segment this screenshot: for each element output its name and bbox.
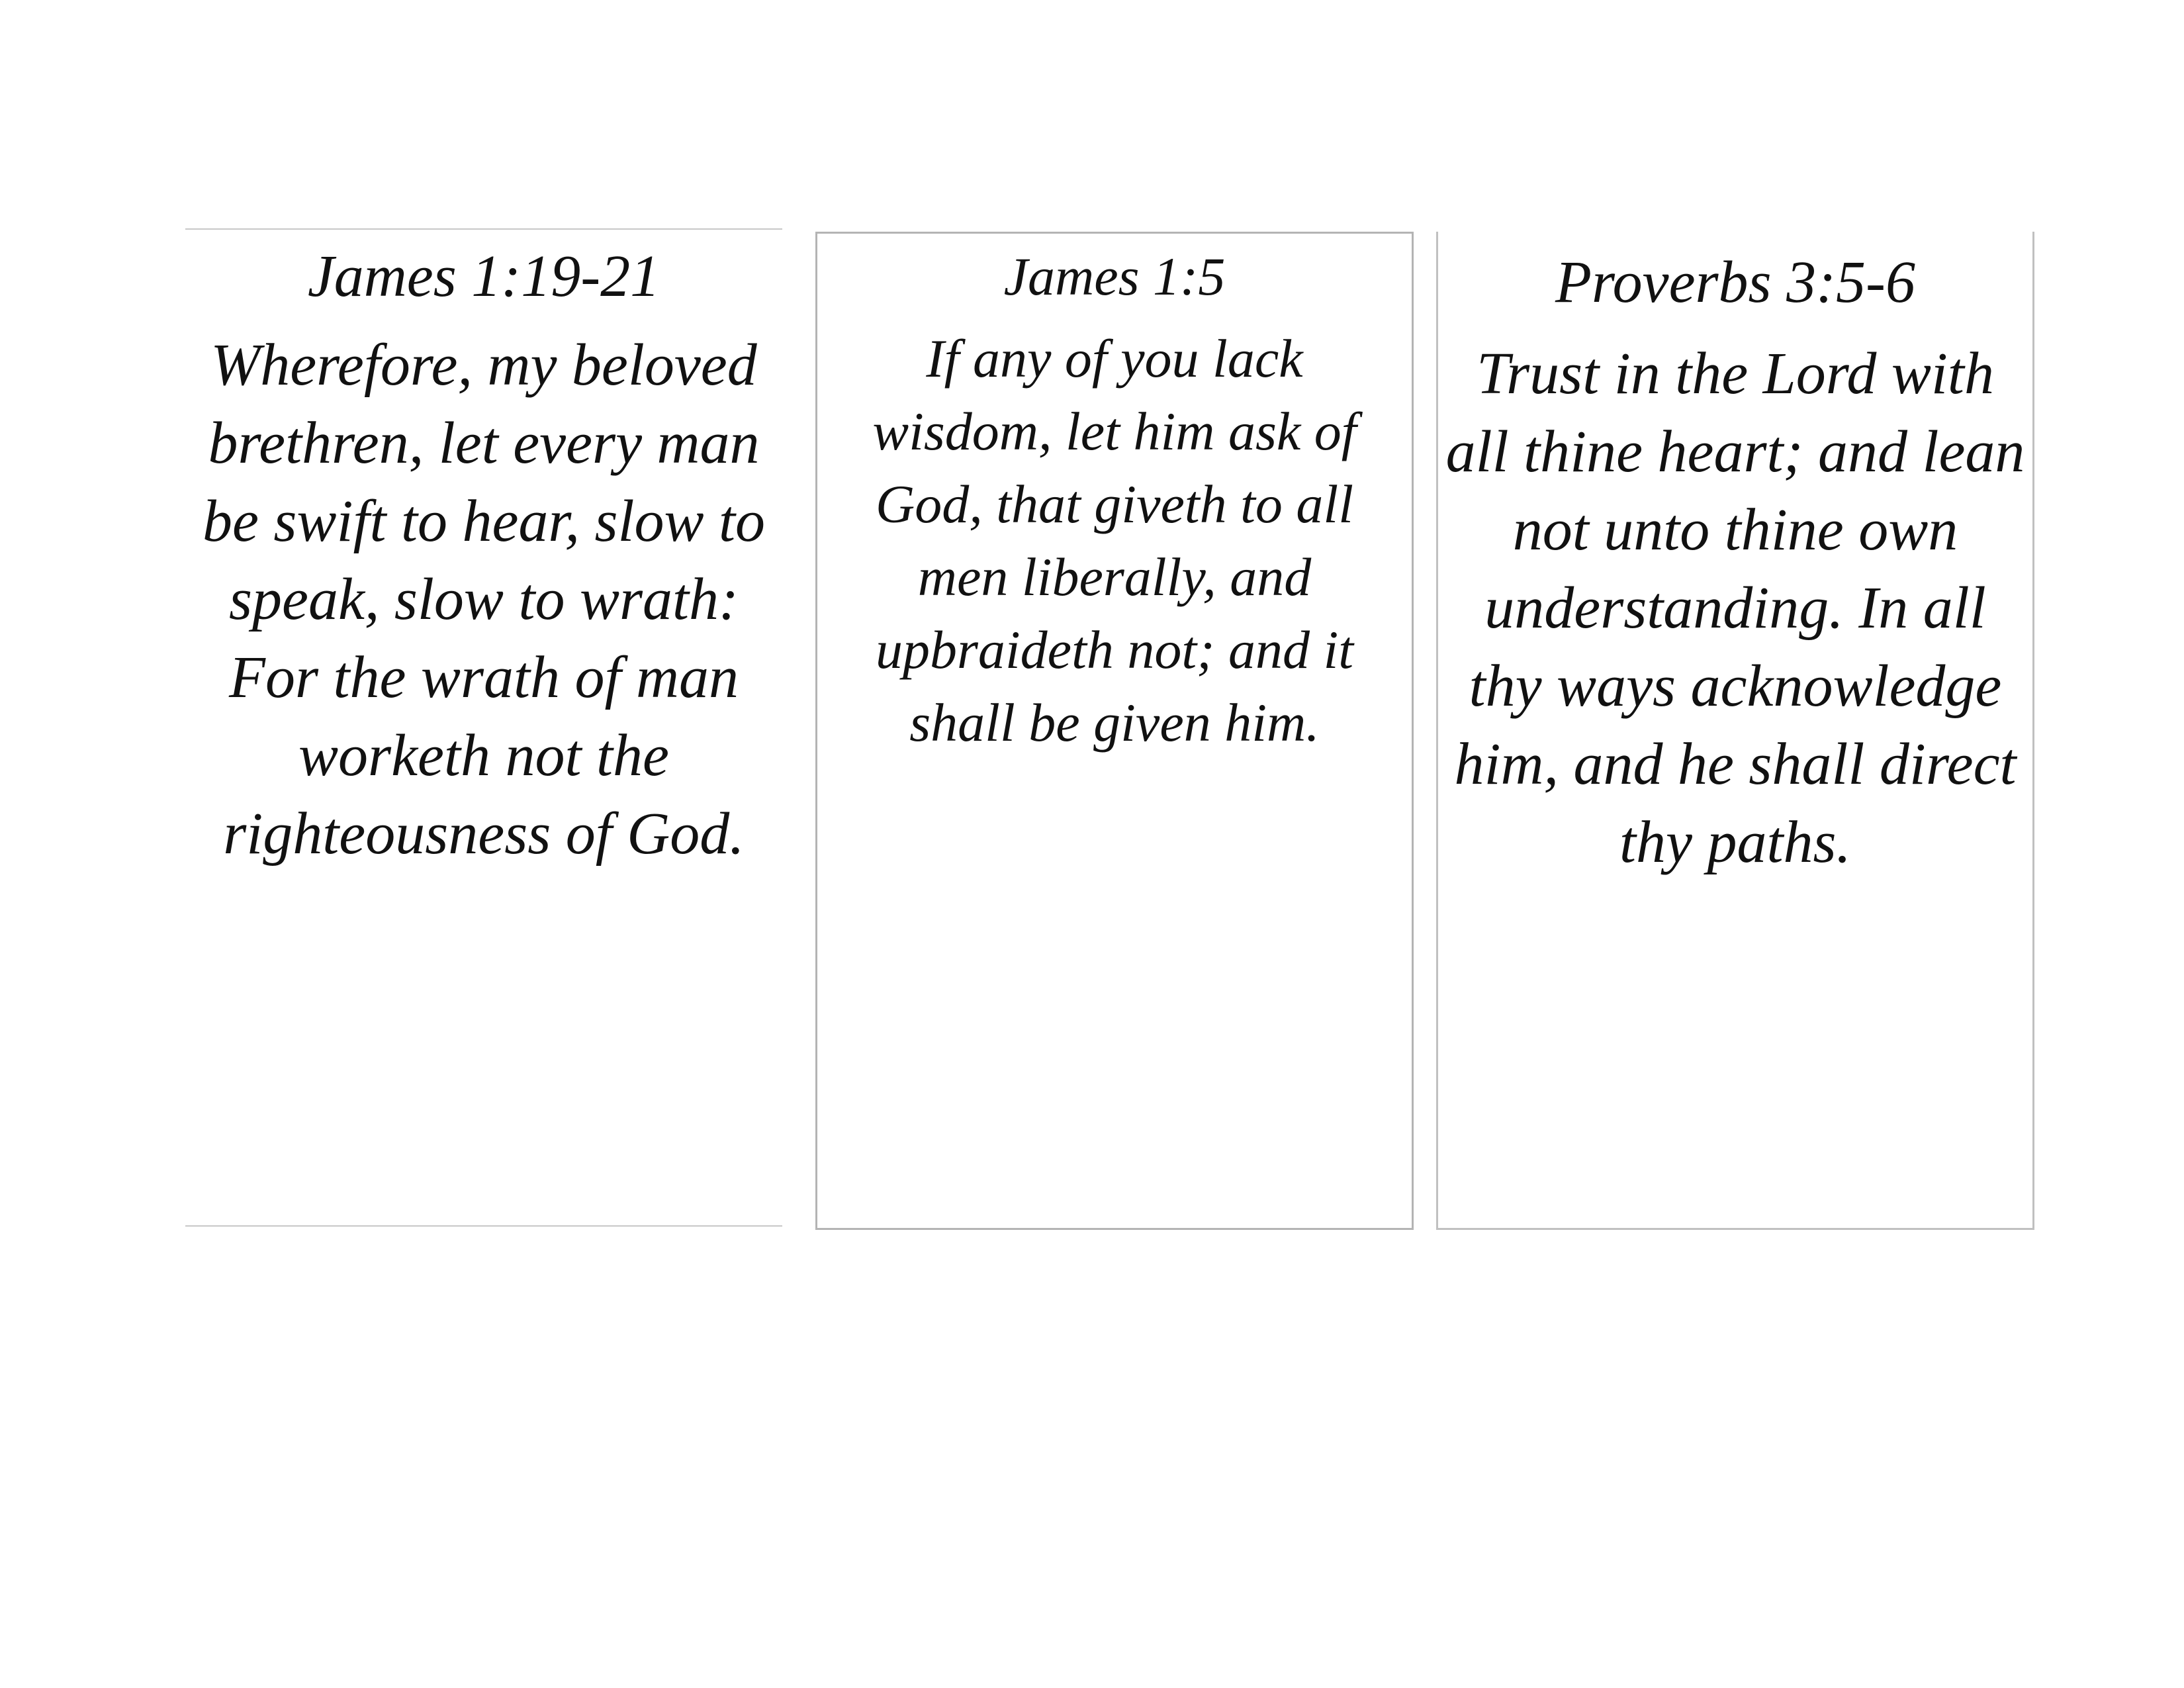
- verse-text: Wherefore, my beloved brethren, let every man be swift to hear, slow to speak, slow to wrath: For the wrath of man worketh not the righteousness of God.: [202, 332, 766, 867]
- verse-reference: Proverbs 3:5-6: [1555, 250, 1916, 315]
- verse-reference: James 1:19-21: [307, 244, 660, 309]
- verse-text: If any of you lack wisdom, let him ask of God, that giveth to all men liberally, and upbraideth not; and it shall be given him.: [872, 328, 1357, 753]
- verse-reference: James 1:5: [1003, 246, 1226, 306]
- verse-card-james-1-19-21: [185, 228, 782, 1227]
- verse-text: Trust in the Lord with all thine heart; and lean not unto thine own understanding. In all thy ways acknowledge him, and he shall direct thy paths.: [1445, 341, 2025, 875]
- verse-card-james-1-5: [815, 232, 1414, 1230]
- verse-card-proverbs-3-5-6: [1436, 232, 2034, 1230]
